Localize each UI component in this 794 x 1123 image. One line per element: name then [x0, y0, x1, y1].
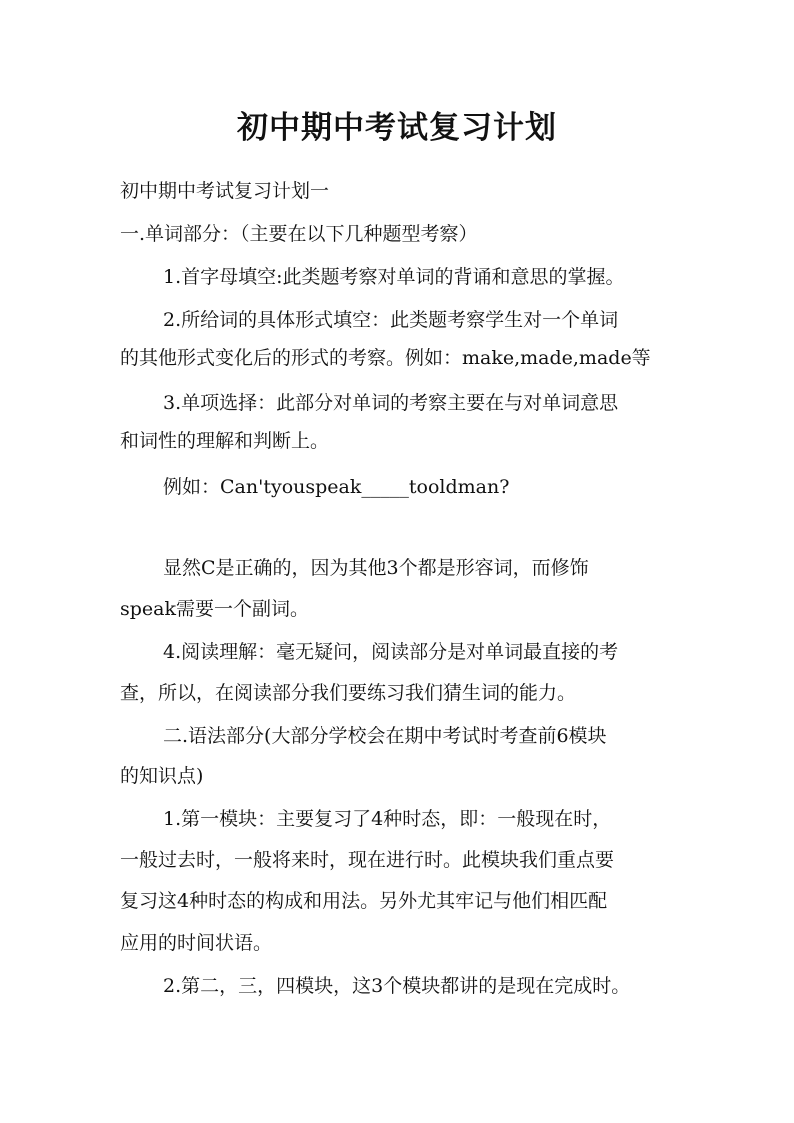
paragraph-line: 的知识点) [120, 765, 204, 787]
paragraph-line: speak需要一个副词。 [120, 598, 309, 620]
paragraph-line: 2.所给词的具体形式填空：此类题考察学生对一个单词 [163, 309, 619, 331]
paragraph-line: 和词性的理解和判断上。 [120, 430, 330, 452]
paragraph-line: 复习这4种时态的构成和用法。另外尤其牢记与他们相匹配 [120, 890, 608, 912]
paragraph-line: 查，所以，在阅读部分我们要练习我们猜生词的能力。 [120, 682, 577, 704]
document-title: 初中期中考试复习计划 [237, 110, 557, 146]
paragraph-line: 1.第一模块：主要复习了4种时态，即：一般现在时， [163, 808, 612, 830]
paragraph-line: 例如：Can'tyouspeak_____tooldman? [163, 476, 510, 498]
section-heading: 初中期中考试复习计划一 [120, 180, 330, 202]
paragraph-line: 2.第二，三，四模块，这3个模块都讲的是现在完成时。 [163, 975, 631, 997]
paragraph-line: 4.阅读理解：毫无疑问，阅读部分是对单词最直接的考 [163, 641, 619, 663]
paragraph-line: 3.单项选择：此部分对单词的考察主要在与对单词意思 [163, 392, 619, 414]
paragraph-line: 1.首字母填空:此类题考察对单词的背诵和意思的掌握。 [163, 266, 625, 288]
paragraph-line: 应用的时间状语。 [120, 932, 273, 954]
paragraph-line: 显然C是正确的，因为其他3个都是形容词，而修饰 [163, 557, 589, 579]
paragraph-line: 的其他形式变化后的形式的考察。例如：make,made,made等 [120, 347, 651, 369]
section-heading: 二.语法部分(大部分学校会在期中考试时考查前6模块 [163, 725, 607, 747]
section-heading: 一.单词部分：（主要在以下几种题型考察） [120, 223, 478, 245]
paragraph-line: 一般过去时，一般将来时，现在进行时。此模块我们重点要 [120, 849, 615, 871]
